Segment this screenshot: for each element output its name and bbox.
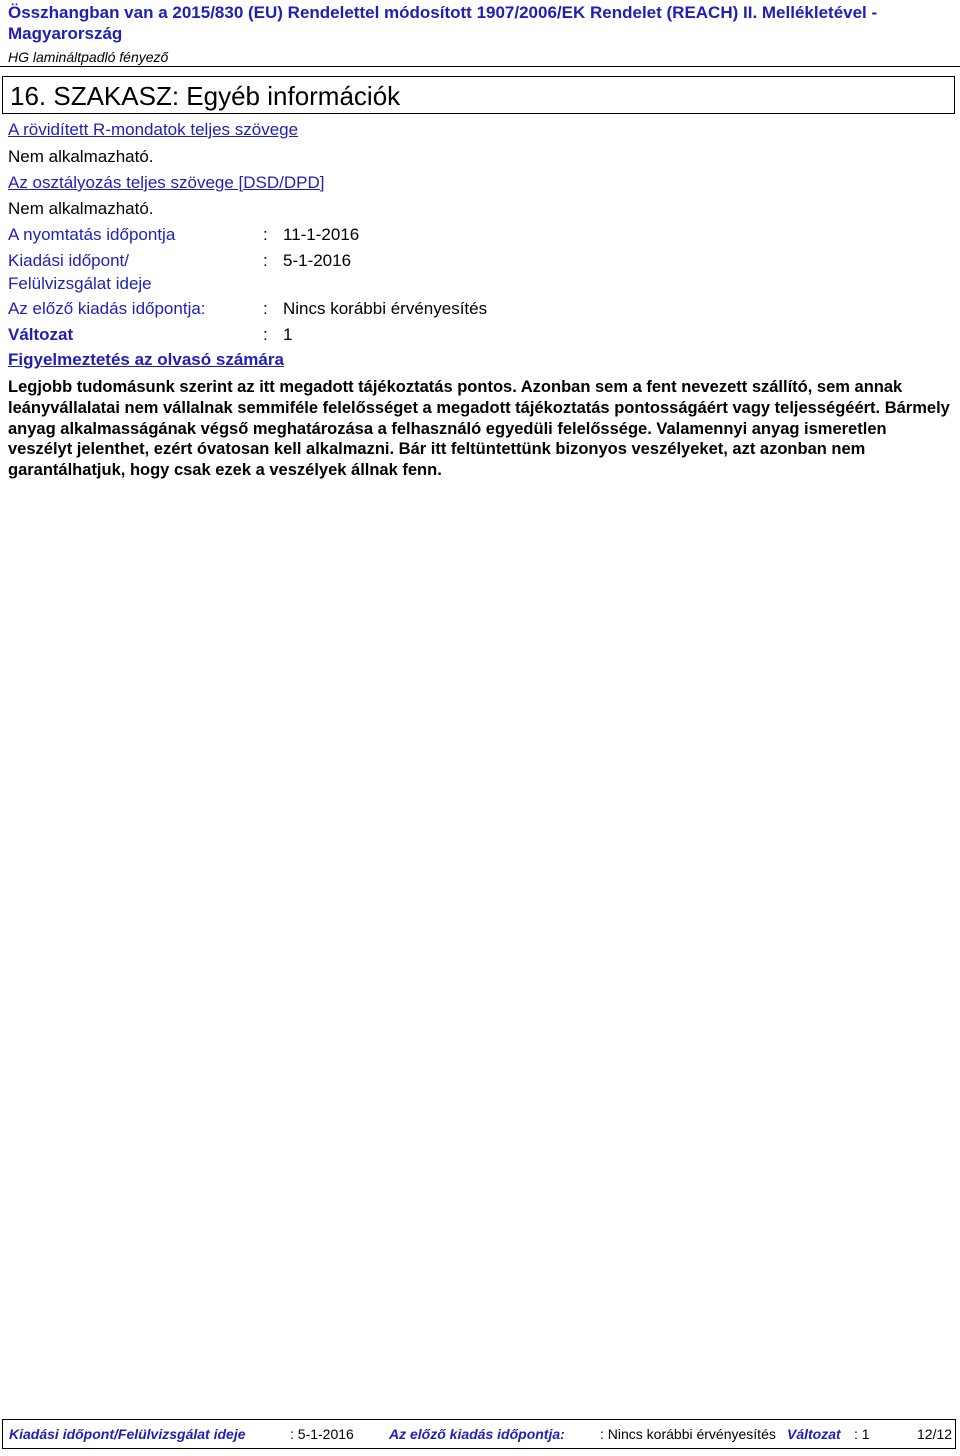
reader-warning-text: Legjobb tudomásunk szerint az itt megadott tájékoztatás pontos. Azonban sem a fent nevezett szállító, sem annak leányvállalatai nem vállalnak semmiféle felelősséget a megadott tájékoztatás pontosságáért vagy teljességéért. Bármely anyag alkalmasságának végső meghatározása a felhasználó egyedüli felelőssége. Valamennyi anyag ismeretlen veszélyt jelenthet, ezért óvatosan kell alkalmazni. Bár itt feltüntettünk bizonyos veszélyeket, azt azonban nem garantálhatjuk, hogy csak ezek a veszélyek állnak fenn. — [8, 378, 950, 480]
footer-version-label: Változat — [787, 1426, 841, 1442]
previous-date-colon: : — [263, 299, 268, 318]
classification-value: Nem alkalmazható. — [8, 199, 154, 218]
footer-version-value: : 1 — [854, 1426, 870, 1442]
issue-date-value: 5-1-2016 — [283, 251, 352, 270]
classification-heading: Az osztályozás teljes szövege [DSD/DPD] — [8, 173, 325, 192]
document-header — [8, 2, 952, 67]
version-value: 1 — [283, 325, 293, 344]
previous-date-value: Nincs korábbi érvényesítés — [283, 299, 488, 318]
previous-date-label: Az előző kiadás időpontja: — [8, 299, 206, 318]
page-footer — [2, 1419, 956, 1449]
header-divider — [0, 66, 960, 67]
footer-page-number: 12/12 — [917, 1426, 953, 1442]
reader-warning-heading: Figyelmeztetés az olvasó számára — [8, 350, 284, 369]
footer-issue-value: : 5-1-2016 — [290, 1426, 354, 1442]
r-phrases-value: Nem alkalmazható. — [8, 147, 154, 166]
r-phrases-heading: A rövidített R-mondatok teljes szövege — [8, 120, 299, 139]
print-date-colon: : — [263, 225, 268, 244]
section-title: 16. SZAKASZ: Egyéb információk — [10, 81, 401, 111]
issue-date-colon: : — [263, 251, 268, 270]
print-date-label: A nyomtatás időpontja — [8, 225, 176, 244]
footer-previous-label: Az előző kiadás időpontja: — [389, 1426, 565, 1442]
issue-date-label-line1: Kiadási időpont/ — [8, 251, 129, 270]
footer-previous-value: : Nincs korábbi érvényesítés — [600, 1426, 776, 1442]
version-label: Változat — [8, 325, 74, 344]
print-date-value: 11-1-2016 — [283, 225, 360, 244]
footer-issue-label: Kiadási időpont/Felülvizsgálat ideje — [9, 1426, 246, 1442]
version-colon: : — [263, 325, 268, 344]
product-name: HG lamináltpadló fényező — [8, 49, 169, 65]
section-header-box — [2, 76, 955, 114]
regulation-title: Összhangban van a 2015/830 (EU) Rendelettel módosított 1907/2006/EK Rendelet (REACH) II. Mellékletével - Magyarország — [8, 3, 878, 43]
issue-date-label-line2: Felülvizsgálat ideje — [8, 274, 152, 293]
